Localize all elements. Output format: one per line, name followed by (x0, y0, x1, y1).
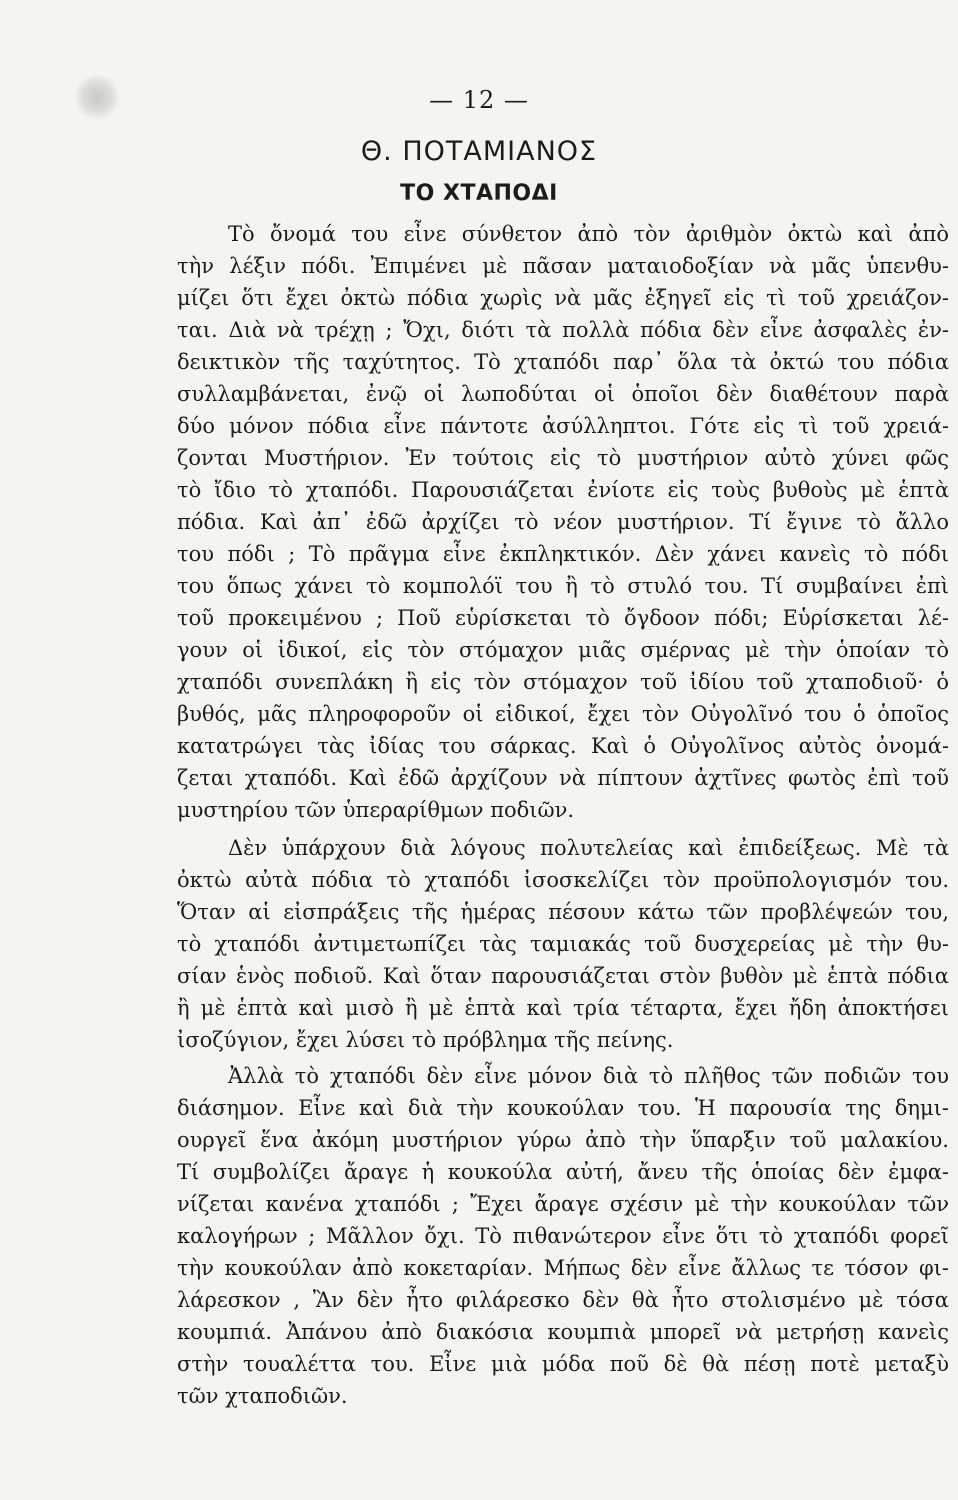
text-line: νίζεται κανένα χταπόδι ; Ἔχει ἄραγε σχέσιν μὲ τὴν κουκούλαν τῶν (177, 1192, 949, 1216)
text-line: σίαν ἑνὸς ποδιοῦ. Καὶ ὅταν παρουσιάζεται στὸν βυθὸν μὲ ἑπτὰ πόδια (177, 964, 949, 988)
text-line: Δὲν ὑπάρχουν διὰ λόγους πολυτελείας καὶ ἐπιδείξεως. Μὲ τὰ (228, 836, 949, 860)
text-line: του ὅπως χάνει τὸ κομπολόϊ του ἢ τὸ στυλό του. Τί συμβαίνει ἐπὶ (177, 574, 949, 598)
text-line: καλογήρων ; Μᾶλλον ὄχι. Τὸ πιθανώτερον εἶνε ὅτι τὸ χταπόδι φορεῖ (177, 1224, 949, 1248)
text-line: Τί συμβολίζει ἄραγε ἡ κουκούλα αὐτή, ἄνευ τῆς ὁποίας δὲν ἐμφα- (177, 1160, 949, 1184)
text-line: δύο μόνον πόδια εἶνε πάντοτε ἀσύλληπτοι. Γότε εἰς τὶ τοῦ χρειά- (177, 414, 949, 438)
text-line: Τὸ ὄνομά του εἶνε σύνθετον ἀπὸ τὸν ἀριθμὸν ὀκτὼ καὶ ἀπὸ (228, 222, 949, 246)
text-line: τὸ χταπόδι ἀντιμετωπίζει τὰς ταμιακάς τοῦ δυσχερείας μὲ τὴν θυ- (177, 932, 949, 956)
text-line: διάσημον. Εἶνε καὶ διὰ τὴν κουκούλαν του. Ἡ παρουσία της δημι- (177, 1096, 949, 1120)
text-line: ουργεῖ ἕνα ἀκόμη μυστήριον γύρω ἀπὸ τὴν ὕπαρξιν τοῦ μαλακίου. (177, 1128, 949, 1152)
text-line: τὸ ἴδιο τὸ χταπόδι. Παρουσιάζεται ἐνίοτε εἰς τοὺς βυθοὺς μὲ ἑπτὰ (177, 478, 949, 502)
text-line: λάρεσκον , Ἂν δὲν ἦτο φιλάρεσκο δὲν θὰ ἦτο στολισμένο μὲ τόσα (177, 1288, 949, 1312)
author-name: Θ. ΠΟΤΑΜΙΑΝΟΣ (360, 136, 598, 167)
text-line: χταπόδι συνεπλάκη ἢ εἰς τὸν στόμαχον τοῦ ἰδίου τοῦ χταποδιοῦ· ὁ (177, 670, 949, 694)
text-line: συλλαμβάνεται, ἐνῷ οἱ λωποδύται οἱ ὁποῖοι δὲν διαθέτουν παρὰ (177, 382, 949, 406)
text-line: γουν οἱ ἰδικοί, εἰς τὸν στόμαχον μιᾶς σμέρνας μὲ τὴν ὁποίαν τὸ (177, 638, 949, 662)
text-line: του πόδι ; Τὸ πρᾶγμα εἶνε ἐκπληκτικόν. Δὲν χάνει κανεὶς τὸ πόδι (177, 542, 949, 566)
text-line: ἰσοζύγιον, ἔχει λύσει τὸ πρόβλημα τῆς πείνης. (177, 1028, 674, 1052)
text-line: τοῦ προκειμένου ; Ποῦ εὑρίσκεται τὸ ὄγδοον πόδι; Εὑρίσκεται λέ- (177, 606, 949, 630)
text-line: ἢ μὲ ἑπτὰ καὶ μισὸ ἢ μὲ ἑπτὰ καὶ τρία τέταρτα, ἔχει ἤδη ἀποκτήσει (177, 996, 949, 1020)
text-line: πόδια. Καὶ ἀπ᾽ ἐδῶ ἀρχίζει τὸ νέον μυστήριον. Τί ἔγινε τὸ ἄλλο (177, 510, 949, 534)
text-line: στὴν τουαλέττα του. Εἶνε μιὰ μόδα ποῦ δὲ θὰ πέσῃ ποτὲ μεταξὺ (177, 1352, 949, 1376)
text-line: κουμπιά. Ἀπάνου ἀπὸ διακόσια κουμπιὰ μπορεῖ νὰ μετρήσῃ κανεὶς (177, 1320, 949, 1344)
text-line: τῶν χταποδιῶν. (177, 1384, 348, 1408)
text-line: Ὅταν αἱ εἰσπράξεις τῆς ἡμέρας πέσουν κάτω τῶν προβλέψεών του, (177, 900, 949, 924)
text-line: τὴν κουκούλαν ἀπὸ κοκεταρίαν. Μήπως δὲν εἶνε ἄλλως τε τόσον φι- (177, 1256, 949, 1280)
text-line: ται. Διὰ νὰ τρέχῃ ; Ὄχι, διότι τὰ πολλὰ πόδια δὲν εἶνε ἀσφαλὲς ἐν- (177, 318, 949, 342)
text-line: Ἀλλὰ τὸ χταπόδι δὲν εἶνε μόνον διὰ τὸ πλῆθος τῶν ποδιῶν του (228, 1064, 949, 1088)
text-line: βυθός, μᾶς πληροφοροῦν οἱ εἰδικοί, ἔχει τὸν Οὐγολῖνό του ὁ ὁποῖος (177, 702, 949, 726)
text-line: μίζει ὅτι ἔχει ὀκτὼ πόδια χωρὶς νὰ μᾶς ἐξηγεῖ εἰς τὶ τοῦ χρειάζον- (177, 286, 949, 310)
text-line: ζονται Μυστήριον. Ἐν τούτοις εἰς τὸ μυστήριον αὐτὸ χύνει φῶς (177, 446, 949, 470)
text-line: ὀκτὼ αὐτὰ πόδια τὸ χταπόδι ἰσοσκελίζει τὸν προϋπολογισμόν του. (177, 868, 949, 892)
page-number: — 12 — (429, 86, 529, 114)
text-line: κατατρώγει τὰς ἰδίας του σάρκας. Καὶ ὁ Οὐγολῖνος αὐτὸς ὀνομά- (177, 734, 949, 758)
text-line: τὴν λέξιν πόδι. Ἐπιμένει μὲ πᾶσαν ματαιοδοξίαν νὰ μᾶς ὑπενθυ- (177, 254, 949, 278)
text-line: δεικτικὸν τῆς ταχύτητος. Τὸ χταπόδι παρ᾽ ὅλα τὰ ὀκτώ του πόδια (177, 350, 949, 374)
text-line: μυστηρίου τῶν ὑπεραρίθμων ποδιῶν. (177, 798, 575, 822)
text-line: ζεται χταπόδι. Καὶ ἐδῶ ἀρχίζουν νὰ πίπτουν ἀχτῖνες φωτὸς ἐπὶ τοῦ (177, 766, 949, 790)
article-title: ΤΟ ΧΤΑΠΟΔΙ (400, 181, 558, 206)
